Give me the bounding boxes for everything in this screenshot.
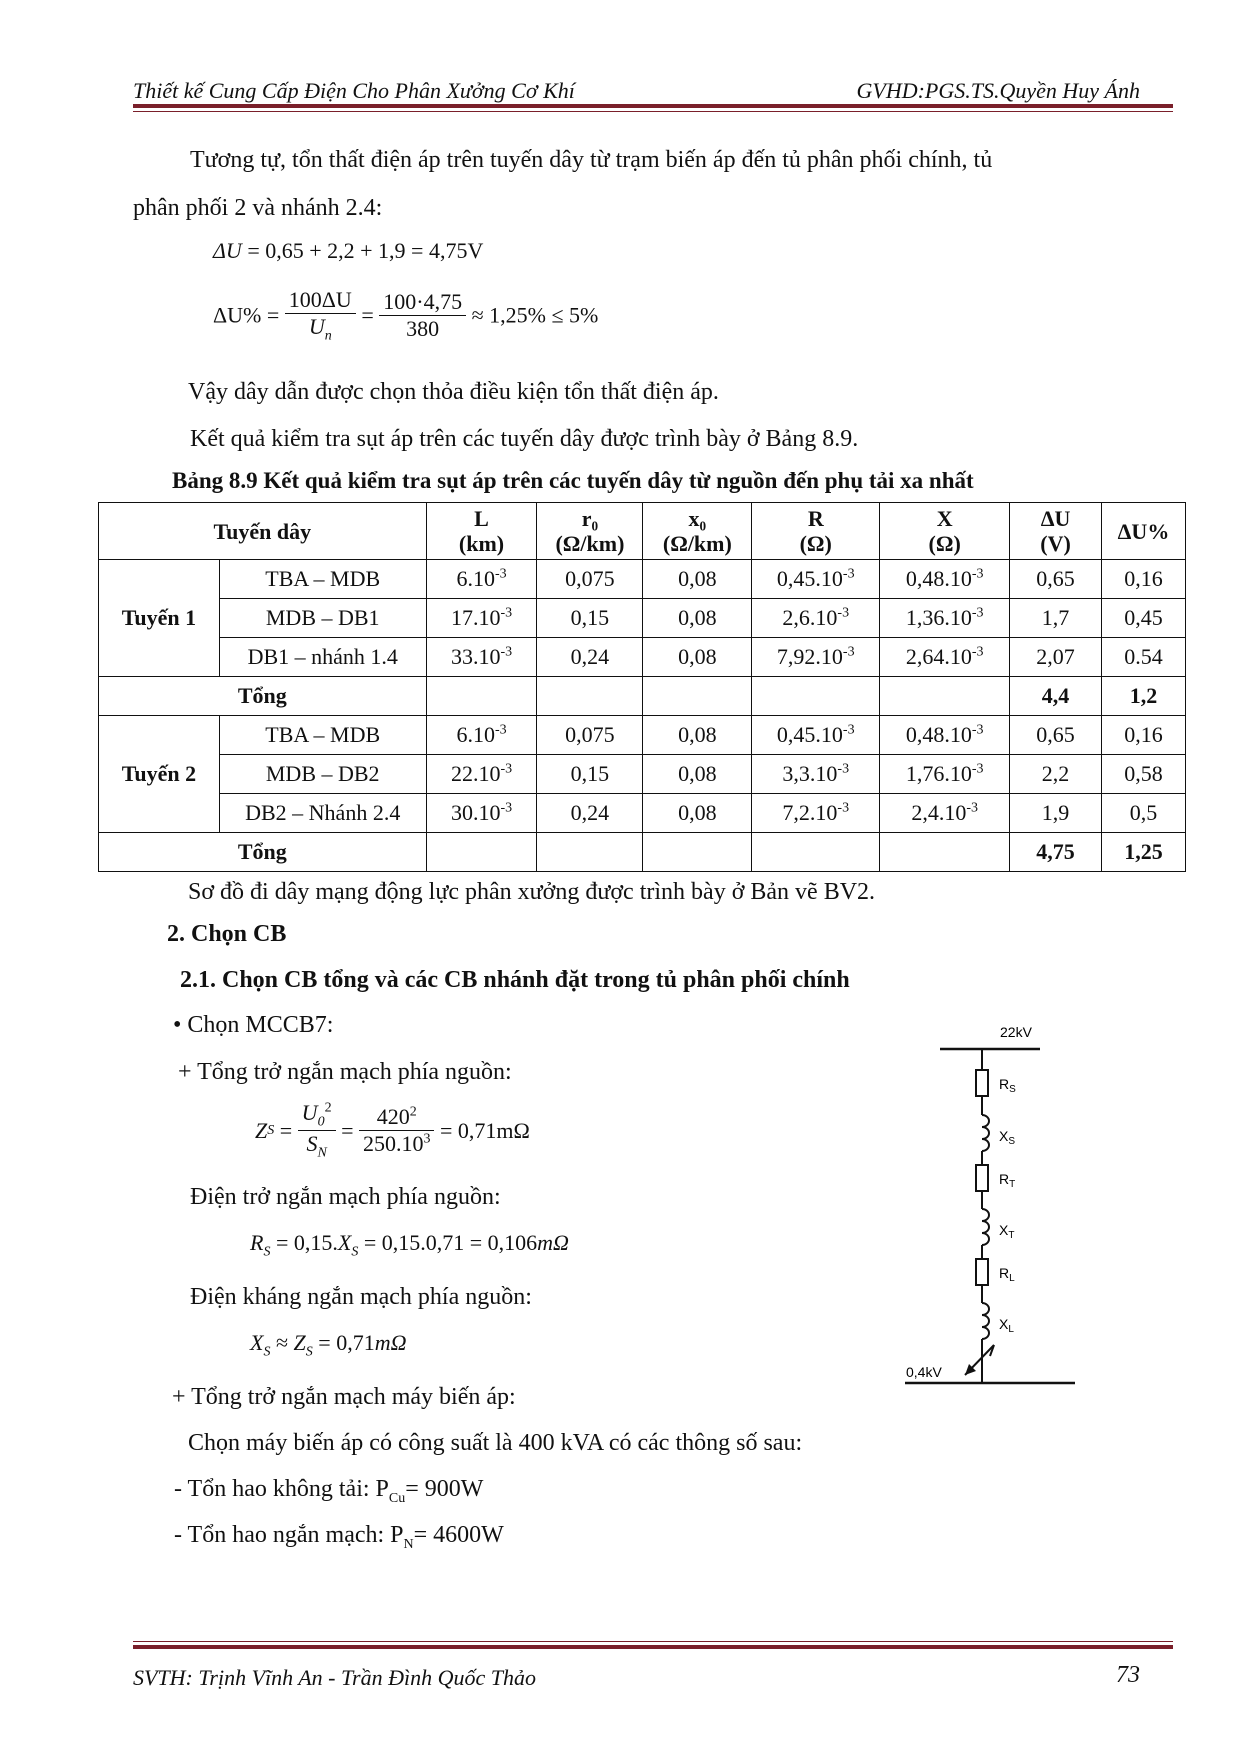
- eqz-n1-sub: 0: [317, 1114, 325, 1130]
- delta-u-percent-cell: 0,58: [1101, 755, 1185, 794]
- total-delta-u-percent-cell: 1,25: [1101, 833, 1185, 872]
- r0-cell: 0,15: [537, 599, 643, 638]
- delta-u-percent-cell: 0,45: [1101, 599, 1185, 638]
- eqz-d1-sub: N: [317, 1145, 327, 1161]
- table-row: [99, 638, 1186, 677]
- table-total-row: [99, 677, 1186, 716]
- resistance-cell: $7,92.10^{-3}$: [752, 638, 880, 677]
- empty-cell: [880, 677, 1010, 716]
- intro-line-1: Tương tự, tổn thất điện áp trên tuyến dây từ trạm biến áp đến tủ phân phối chính, tủ: [190, 147, 993, 173]
- label-rt: $R_T$: [999, 1171, 1016, 1190]
- delta-u-cell: 2,07: [1010, 638, 1102, 677]
- delta-u-percent-cell: 0.54: [1101, 638, 1185, 677]
- table-row: [99, 716, 1186, 755]
- th-route: Tuyến dây: [99, 503, 427, 560]
- resistance-cell: $0,45.10^{-3}$: [752, 560, 880, 599]
- segment-cell: DB2 – Nhánh 2.4: [219, 794, 426, 833]
- eqz-n1: U: [301, 1100, 318, 1125]
- inductor-xl: [982, 1303, 989, 1339]
- delta-u-cell: 0,65: [1010, 716, 1102, 755]
- x0-cell: 0,08: [643, 599, 752, 638]
- eqz-d2-sup: 3: [423, 1132, 431, 1148]
- total-label-cell: Tổng: [99, 677, 427, 716]
- transformer-impedance-label: + Tổng trở ngắn mạch máy biến áp:: [172, 1384, 516, 1410]
- empty-cell: [643, 677, 752, 716]
- eq2-denominator-1: U: [308, 314, 325, 339]
- eq2-denominator-1-sub: n: [324, 328, 332, 344]
- equation-xs: $X_S \approx Z_S = 0,71m\Omega$: [250, 1330, 407, 1360]
- eqz-n1-sup: 2: [324, 1100, 332, 1116]
- footer-authors: SVTH: Trịnh Vĩnh An - Trần Đình Quốc Thảo: [133, 1665, 536, 1690]
- empty-cell: [537, 833, 643, 872]
- intro-line-2: phân phối 2 và nhánh 2.4:: [133, 195, 383, 221]
- delta-u-cell: 0,65: [1010, 560, 1102, 599]
- table-total-row: [99, 833, 1186, 872]
- header-rule-thick: [133, 104, 1173, 108]
- reactance-cell: $0,48.10^{-3}$: [880, 560, 1010, 599]
- conclusion-2: Kết quả kiểm tra sụt áp trên các tuyến dây được trình bày ở Bảng 8.9.: [190, 426, 859, 452]
- page-number: 73: [1116, 1662, 1140, 1688]
- segment-cell: TBA – MDB: [219, 716, 426, 755]
- empty-cell: [426, 677, 537, 716]
- th-r0: r₀ (Ω/km): [537, 503, 643, 560]
- empty-cell: [880, 833, 1010, 872]
- inductor-xs: [982, 1115, 989, 1151]
- resistor-rs: [976, 1070, 988, 1096]
- th-x0: x₀ (Ω/km): [643, 503, 752, 560]
- eqz-d2: 250.10: [362, 1131, 424, 1157]
- x0-cell: 0,08: [643, 716, 752, 755]
- resistance-cell: $3,3.10^{-3}$: [752, 755, 880, 794]
- bullet-mccb7: • Chọn MCCB7:: [173, 1012, 334, 1038]
- delta-u-cell: 1,9: [1010, 794, 1102, 833]
- eqz-lhs: Z: [255, 1117, 268, 1143]
- equation-rs: $R_S = 0,15.X_S = 0,15.0,71 = 0,106m\Omega$: [250, 1230, 569, 1260]
- resistance-cell: $7,2.10^{-3}$: [752, 794, 880, 833]
- resistance-cell: $0,45.10^{-3}$: [752, 716, 880, 755]
- length-cell: $17.10^{-3}$: [426, 599, 537, 638]
- delta-u-percent-cell: 0,16: [1101, 716, 1185, 755]
- voltage-drop-table: [98, 502, 1186, 872]
- r0-cell: 0,15: [537, 755, 643, 794]
- route-name-cell: Tuyến 2: [99, 716, 220, 833]
- eqz-n2: 420: [376, 1104, 410, 1130]
- section-2-1-heading: 2.1. Chọn CB tổng và các CB nhánh đặt trong tủ phân phối chính: [180, 967, 850, 993]
- length-cell: $22.10^{-3}$: [426, 755, 537, 794]
- eq1-rhs: = 0,65 + 2,2 + 1,9 = 4,75V: [241, 238, 484, 263]
- header-title: Thiết kế Cung Cấp Điện Cho Phân Xưởng Cơ Khí: [133, 78, 575, 103]
- label-xs: $X_S$: [999, 1128, 1016, 1147]
- x0-cell: 0,08: [643, 755, 752, 794]
- total-label-cell: Tổng: [99, 833, 427, 872]
- eqz-n2-sup: 2: [409, 1105, 417, 1121]
- reactance-cell: $0,48.10^{-3}$: [880, 716, 1010, 755]
- r0-cell: 0,075: [537, 716, 643, 755]
- equivalent-circuit-diagram: [890, 1025, 1090, 1400]
- delta-u-cell: 1,7: [1010, 599, 1102, 638]
- empty-cell: [752, 677, 880, 716]
- route-name-cell: Tuyến 1: [99, 560, 220, 677]
- eq2-denominator-2: 380: [406, 316, 440, 342]
- label-rl: $R_L$: [999, 1265, 1015, 1284]
- length-cell: $33.10^{-3}$: [426, 638, 537, 677]
- label-rs: $R_S$: [999, 1076, 1016, 1095]
- xs-label: Điện kháng ngắn mạch phía nguồn:: [190, 1284, 532, 1310]
- th-delta-u: ΔU (V): [1010, 503, 1102, 560]
- after-table-note: Sơ đồ đi dây mạng động lực phân xưởng được trình bày ở Bản vẽ BV2.: [188, 879, 876, 905]
- transformer-selection: Chọn máy biến áp có công suất là 400 kVA có các thông số sau:: [188, 1430, 803, 1456]
- equation-delta-u-percent: ΔU% = $\frac{100\Delta U}{U_n}$ = $\frac{100\cdot 4,75}{380}$ ≈ 1,25% ≤ 5%: [213, 287, 599, 344]
- segment-cell: MDB – DB1: [219, 599, 426, 638]
- reactance-cell: $2,64.10^{-3}$: [880, 638, 1010, 677]
- table-row: [99, 560, 1186, 599]
- th-reactance: X (Ω): [880, 503, 1010, 560]
- length-cell: $30.10^{-3}$: [426, 794, 537, 833]
- x0-cell: 0,08: [643, 560, 752, 599]
- conclusion-1: Vậy dây dẫn được chọn thỏa điều kiện tổn thất điện áp.: [188, 379, 719, 405]
- table-row: [99, 794, 1186, 833]
- r0-cell: 0,075: [537, 560, 643, 599]
- table-header-row: [99, 503, 1186, 560]
- header-rule-thin: [133, 111, 1173, 112]
- section-2-heading: 2. Chọn CB: [167, 921, 287, 947]
- eq2-numerator-2: 100·4,75: [379, 289, 466, 316]
- x0-cell: 0,08: [643, 638, 752, 677]
- eqz-lhs-sub: S: [267, 1122, 275, 1138]
- total-delta-u-cell: 4,4: [1010, 677, 1102, 716]
- eq1-lhs: ΔU: [213, 238, 242, 263]
- th-length: L (km): [426, 503, 537, 560]
- empty-cell: [426, 833, 537, 872]
- source-impedance-label: + Tổng trở ngắn mạch phía nguồn:: [178, 1059, 512, 1085]
- resistance-cell: $2,6.10^{-3}$: [752, 599, 880, 638]
- footer-rule-thick: [133, 1645, 1173, 1649]
- label-xt: $X_T$: [999, 1222, 1015, 1241]
- empty-cell: [752, 833, 880, 872]
- r0-cell: 0,24: [537, 794, 643, 833]
- total-delta-u-cell: 4,75: [1010, 833, 1102, 872]
- label-04kv: 0,4kV: [906, 1364, 942, 1380]
- empty-cell: [643, 833, 752, 872]
- resistor-rt: [976, 1165, 988, 1191]
- label-xl: $X_L$: [999, 1316, 1014, 1335]
- resistor-rl: [976, 1259, 988, 1285]
- reactance-cell: $2,4.10^{-3}$: [880, 794, 1010, 833]
- equation-delta-u: [213, 238, 483, 264]
- header-supervisor: GVHD:PGS.TS.Quyền Huy Ánh: [856, 78, 1140, 103]
- segment-cell: MDB – DB2: [219, 755, 426, 794]
- no-load-loss: - Tổn hao không tải: $P_{Cu}= 900W$: [174, 1476, 484, 1506]
- equation-zs: ZS = $\frac{U_0^2}{S_N}$ = $\frac{420^2}{250.10^3}$ = 0,71mΩ: [255, 1100, 530, 1161]
- total-delta-u-percent-cell: 1,2: [1101, 677, 1185, 716]
- rs-label: Điện trở ngắn mạch phía nguồn:: [190, 1184, 501, 1210]
- label-22kv: 22kV: [1000, 1025, 1032, 1040]
- th-delta-u-percent: ΔU%: [1101, 503, 1185, 560]
- segment-cell: DB1 – nhánh 1.4: [219, 638, 426, 677]
- table-row: [99, 755, 1186, 794]
- empty-cell: [537, 677, 643, 716]
- r0-cell: 0,24: [537, 638, 643, 677]
- eqz-d1: S: [306, 1131, 318, 1157]
- eq2-rhs: ≈ 1,25% ≤ 5%: [471, 302, 599, 328]
- short-circuit-loss: - Tổn hao ngắn mạch: $P_N= 4600W$: [174, 1522, 504, 1552]
- table-caption: Bảng 8.9 Kết quả kiểm tra sụt áp trên các tuyến dây từ nguồn đến phụ tải xa nhất: [172, 468, 974, 493]
- x0-cell: 0,08: [643, 794, 752, 833]
- eq2-numerator-1: 100ΔU: [285, 287, 356, 314]
- length-cell: $6.10^{-3}$: [426, 560, 537, 599]
- inductor-xt: [982, 1209, 989, 1245]
- reactance-cell: $1,36.10^{-3}$: [880, 599, 1010, 638]
- delta-u-cell: 2,2: [1010, 755, 1102, 794]
- segment-cell: TBA – MDB: [219, 560, 426, 599]
- th-resistance: R (Ω): [752, 503, 880, 560]
- delta-u-percent-cell: 0,5: [1101, 794, 1185, 833]
- length-cell: $6.10^{-3}$: [426, 716, 537, 755]
- reactance-cell: $1,76.10^{-3}$: [880, 755, 1010, 794]
- footer-rule-thin: [133, 1641, 1173, 1642]
- table-row: [99, 599, 1186, 638]
- delta-u-percent-cell: 0,16: [1101, 560, 1185, 599]
- eqz-rhs: = 0,71mΩ: [439, 1117, 530, 1143]
- eq2-lhs: ΔU% =: [213, 302, 280, 328]
